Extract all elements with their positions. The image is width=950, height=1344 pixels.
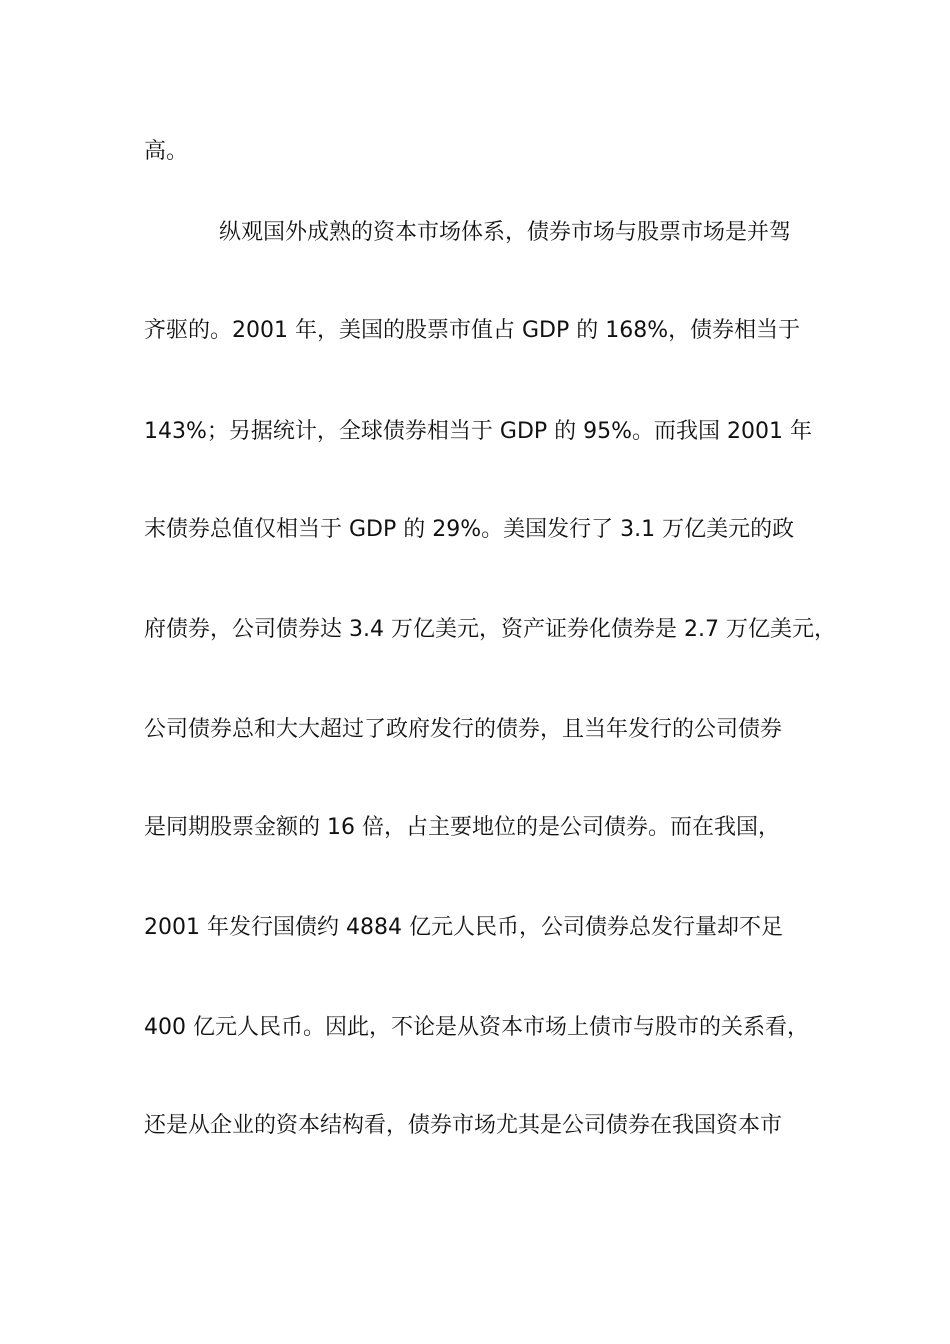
paragraph-first-line: 纵观国外成熟的资本市场体系，债券市场与股票市场是并驾 (219, 220, 792, 245)
text-line: 高。 (144, 139, 189, 164)
text-line: 143%；另据统计，全球债券相当于 GDP 的 95%。而我国 2001 年 (144, 419, 813, 444)
text-line: 2001 年发行国债约 4884 亿元人民币，公司债券总发行量却不足 (144, 915, 783, 940)
text-line: 是同期股票金额的 16 倍，占主要地位的是公司债券。而在我国， (144, 815, 780, 840)
text-line: 府债券，公司债券达 3.4 万亿美元，资产证券化债券是 2.7 万亿美元， (144, 617, 836, 642)
text-line: 还是从企业的资本结构看，债券市场尤其是公司债券在我国资本市 (144, 1113, 783, 1138)
text-line: 400 亿元人民币。因此，不论是从资本市场上债市与股市的关系看， (144, 1015, 809, 1040)
text-line: 齐驱的。2001 年，美国的股票市值占 GDP 的 168%，债券相当于 (144, 318, 801, 343)
text-line: 末债券总值仅相当于 GDP 的 29%。美国发行了 3.1 万亿美元的政 (144, 517, 795, 542)
text-line: 公司债券总和大大超过了政府发行的债券，且当年发行的公司债券 (144, 717, 783, 742)
